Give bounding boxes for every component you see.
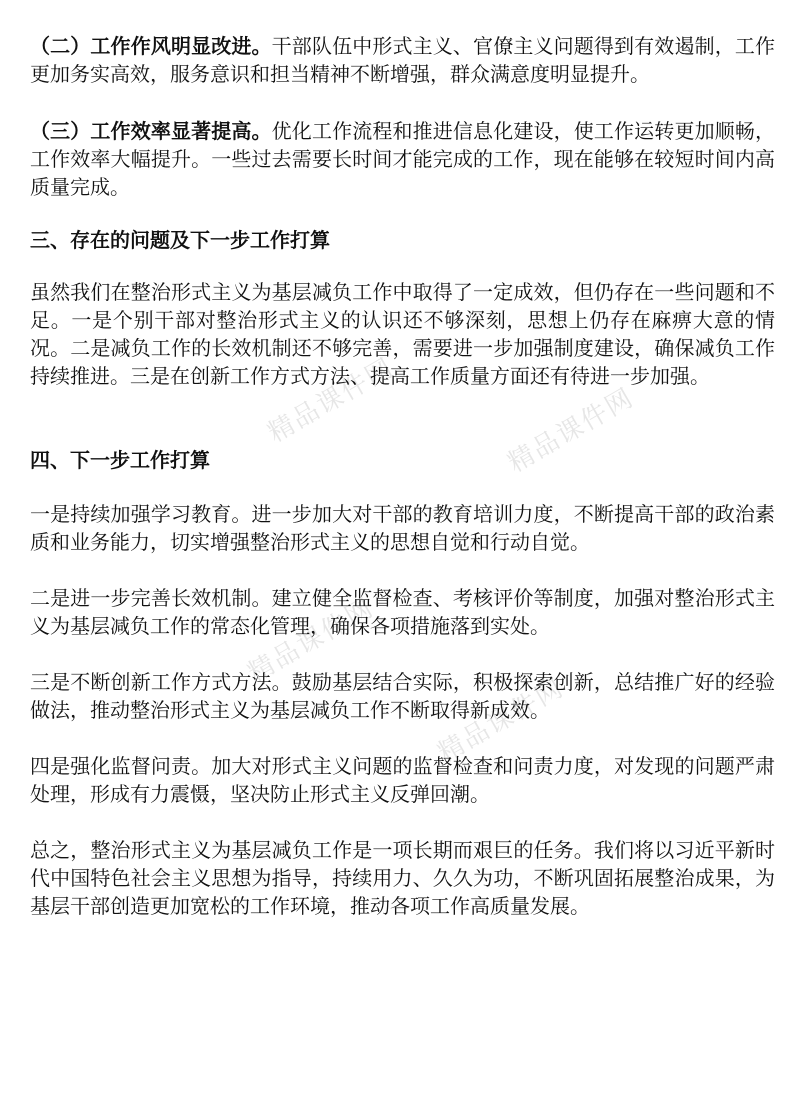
paragraph-work-style xyxy=(30,32,775,88)
section-heading-next-steps: 四、下一步工作打算 xyxy=(30,448,210,472)
watermark: 精品课件网 xyxy=(503,382,640,479)
paragraph-step-3: 三是不断创新工作方式方法。鼓励基层结合实际，积极探索创新，总结推广好的经验做法，推动整治形式主义为基层减负工作不断取得新成效。 xyxy=(30,670,775,722)
paragraph-lead: （二）工作作风明显改进。 xyxy=(30,34,272,58)
paragraph-step-2: 二是进一步完善长效机制。建立健全监督检查、考核评价等制度，加强对整治形式主义为基层减负工作的常态化管理，确保各项措施落到实处。 xyxy=(30,586,775,638)
watermark: 精品课件网 xyxy=(263,352,400,449)
watermark: 精品课件网 xyxy=(243,592,380,689)
paragraph-problems: 虽然我们在整治形式主义为基层减负工作中取得了一定成效，但仍存在一些问题和不足。一是个别干部对整治形式主义的认识还不够深刻，思想上仍存在麻痹大意的情况。二是减负工作的长效机制还不够完善，需要进一步加强制度建设，确保减负工作持续推进。三是在创新工作方式方法、提高工作质量方面还有待进一步加强。 xyxy=(30,280,775,388)
section-heading-problems: 三、存在的问题及下一步工作打算 xyxy=(30,228,330,252)
paragraph-efficiency xyxy=(30,117,775,201)
watermark: 精品课件网 xyxy=(433,672,570,769)
paragraph-step-4: 四是强化监督问责。加大对形式主义问题的监督检查和问责力度，对发现的问题严肃处理，形成有力震慑，坚决防止形式主义反弹回潮。 xyxy=(30,754,775,806)
paragraph-step-1: 一是持续加强学习教育。进一步加大对干部的教育培训力度，不断提高干部的政治素质和业务能力，切实增强整治形式主义的思想自觉和行动自觉。 xyxy=(30,502,775,554)
paragraph-body: 干部队伍中形式主义、官僚主义问题得到有效遏制，工作更加务实高效，服务意识和担当精神不断增强，群众满意度明显提升。 xyxy=(30,34,776,86)
paragraph-lead: （三）工作效率显著提高。 xyxy=(30,119,272,143)
paragraph-body: 优化工作流程和推进信息化建设，使工作运转更加顺畅，工作效率大幅提升。一些过去需要长时间才能完成的工作，现在能够在较短时间内高质量完成。 xyxy=(30,119,776,199)
paragraph-conclusion: 总之，整治形式主义为基层减负工作是一项长期而艰巨的任务。我们将以习近平新时代中国特色社会主义思想为指导，持续用力、久久为功，不断巩固拓展整治成果，为基层干部创造更加宽松的工作环境，推动各项工作高质量发展。 xyxy=(30,838,775,918)
